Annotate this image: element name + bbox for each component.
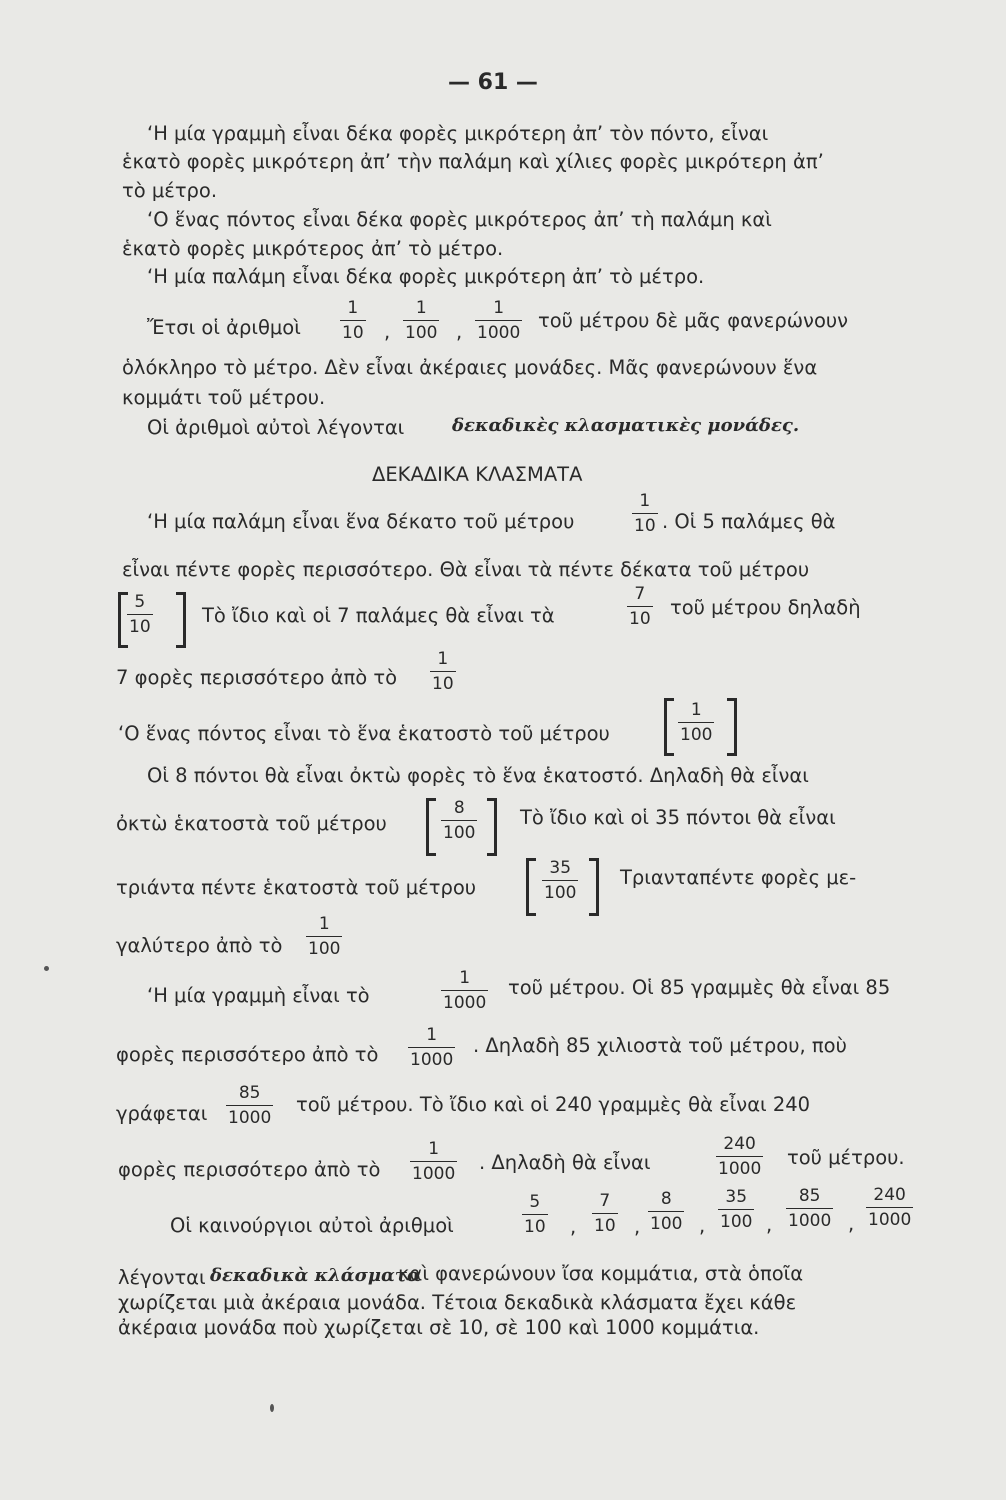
fraction: $\frac{7}{10}$ (629, 584, 651, 629)
text-line: ὁλόκληρο τὸ μέτρο. Δὲν εἶναι ἀκέραιες μονάδες. Μᾶς φανερώνουν ἕνα (122, 356, 818, 379)
text-line: ‘Η μία γραμμὴ εἶναι δέκα φορὲς μικρότερη ἀπ’ τὸν πόντο, εἶναι (147, 122, 769, 145)
text-line: ‘Η μία γραμμὴ εἶναι τὸ (147, 984, 370, 1007)
fraction: $\frac{1}{100}$ (405, 298, 438, 343)
text-line: ἑκατὸ φορὲς μικρότερη ἀπ’ τὴν παλάμη καὶ χίλιες φορὲς μικρότερη ἀπ’ (122, 150, 824, 173)
fraction: $\frac{1}{100}$ (308, 914, 341, 959)
text-line: καὶ φανερώνουν ἴσα κομμάτια, στὰ ὁποῖα (398, 1262, 804, 1285)
fraction: $\frac{8}{100}$ (443, 798, 476, 843)
text-line: Τὸ ἴδιο καὶ οἱ 7 παλάμες θὰ εἶναι τὰ (202, 604, 555, 627)
text-line: . Οἱ 5 παλάμες θὰ (662, 510, 836, 533)
text-line: γαλύτερο ἀπὸ τὸ (116, 934, 283, 957)
comma: , (570, 1215, 577, 1238)
text-line: ‘Ο ἕνας πόντος εἶναι δέκα φορὲς μικρότερος ἀπ’ τὴ παλάμη καὶ (147, 208, 772, 231)
right-bracket (176, 592, 186, 648)
comma: , (848, 1212, 855, 1235)
text-line: γράφεται (116, 1102, 208, 1125)
fraction: $\frac{1}{10}$ (634, 491, 656, 536)
fraction: $\frac{1}{1000}$ (477, 298, 521, 343)
text-line: εἶναι πέντε φορὲς περισσότερο. Θὰ εἶναι τὰ πέντε δέκατα τοῦ μέτρου (122, 558, 810, 581)
text-line: . Δηλαδὴ 85 χιλιοστὰ τοῦ μέτρου, ποὺ (473, 1034, 847, 1057)
text-line: Τὸ ἴδιο καὶ οἱ 35 πόντοι θὰ εἶναι (520, 806, 836, 829)
text-line: Οἱ 8 πόντοι θὰ εἶναι ὀκτὼ φορὲς τὸ ἕνα ἑκατοστό. Δηλαδὴ θὰ εἶναι (147, 764, 809, 787)
fraction: $\frac{1}{100}$ (680, 700, 713, 745)
fraction: $\frac{240}{1000}$ (718, 1134, 762, 1179)
paper-speck (270, 1404, 274, 1412)
fraction: $\frac{1}{1000}$ (412, 1139, 456, 1184)
left-bracket (426, 798, 436, 856)
text-line: χωρίζεται μιὰ ἀκέραια μονάδα. Τέτοια δεκαδικὰ κλάσματα ἔχει κάθε (118, 1291, 797, 1314)
left-bracket (526, 858, 536, 916)
text-line: ‘Η μία παλάμη εἶναι ἕνα δέκατο τοῦ μέτρου (147, 510, 575, 533)
text-line: φορὲς περισσότερο ἀπὸ τὸ (118, 1158, 381, 1181)
right-bracket (487, 798, 497, 856)
fraction: $\frac{1}{10}$ (432, 649, 454, 694)
fraction: $\frac{1}{1000}$ (443, 968, 487, 1013)
comma: , (699, 1214, 706, 1237)
text-line: . Δηλαδὴ θὰ εἶναι (479, 1151, 651, 1174)
left-bracket (664, 698, 674, 756)
emphasis-term: δεκαδικὲς κλασματικὲς μονάδες. (452, 415, 800, 436)
comma: , (456, 320, 463, 343)
comma: , (766, 1213, 773, 1236)
fraction: $\frac{85}{1000}$ (228, 1083, 272, 1128)
fraction: $\frac{5}{10}$ (129, 592, 151, 637)
fraction: $\frac{35}{100}$ (720, 1187, 753, 1232)
text-line: ‘Η μία παλάμη εἶναι δέκα φορὲς μικρότερη ἀπ’ τὸ μέτρο. (147, 265, 705, 288)
fraction: $\frac{8}{100}$ (650, 1189, 683, 1234)
text-line: τοῦ μέτρου δηλαδὴ (670, 596, 861, 619)
comma: , (384, 320, 391, 343)
text-line: Οἱ καινούργιοι αὐτοὶ ἀριθμοὶ (170, 1214, 454, 1237)
fraction: $\frac{35}{100}$ (544, 858, 577, 903)
text-line: λέγονται (118, 1266, 206, 1289)
text-line: τὸ μέτρο. (122, 179, 218, 202)
emphasis-term: δεκαδικὰ κλάσματα (210, 1265, 421, 1286)
text-line: Ἔτσι οἱ ἀριθμοὶ (147, 316, 301, 339)
comma: , (634, 1215, 641, 1238)
text-line: 7 φορὲς περισσότερο ἀπὸ τὸ (116, 666, 398, 689)
text-line: τοῦ μέτρου. (787, 1146, 905, 1169)
text-line: τριάντα πέντε ἑκατοστὰ τοῦ μέτρου (116, 876, 477, 899)
page-number: — 61 — (448, 70, 538, 95)
paper-speck (44, 966, 49, 971)
text-line: ἑκατὸ φορὲς μικρότερος ἀπ’ τὸ μέτρο. (122, 237, 504, 260)
text-line: φορὲς περισσότερο ἀπὸ τὸ (116, 1043, 379, 1066)
fraction: $\frac{7}{10}$ (594, 1191, 616, 1236)
text-line: ὀκτὼ ἑκατοστὰ τοῦ μέτρου (116, 812, 387, 835)
fraction: $\frac{1}{1000}$ (410, 1025, 454, 1070)
section-heading: ΔΕΚΑΔΙΚΑ ΚΛΑΣΜΑΤΑ (372, 463, 583, 486)
text-line: τοῦ μέτρου. Τὸ ἴδιο καὶ οἱ 240 γραμμὲς θὰ εἶναι 240 (296, 1093, 811, 1116)
text-line: ‘Ο ἕνας πόντος εἶναι τὸ ἕνα ἑκατοστὸ τοῦ μέτρου (118, 722, 610, 745)
text-line: τοῦ μέτρου δὲ μᾶς φανερώνουν (538, 309, 849, 332)
text-line: Τριανταπέντε φορὲς με- (620, 866, 857, 889)
text-line: ἀκέραια μονάδα ποὺ χωρίζεται σὲ 10, σὲ 100 καὶ 1000 κομμάτια. (118, 1316, 760, 1339)
text-line: Οἱ ἀριθμοὶ αὐτοὶ λέγονται (147, 416, 405, 439)
text-line: τοῦ μέτρου. Οἱ 85 γραμμὲς θὰ εἶναι 85 (508, 976, 891, 999)
fraction: $\frac{1}{10}$ (342, 298, 364, 343)
fraction: $\frac{85}{1000}$ (788, 1186, 832, 1231)
fraction: $\frac{240}{1000}$ (868, 1185, 912, 1230)
right-bracket (589, 858, 599, 916)
fraction: $\frac{5}{10}$ (524, 1192, 546, 1237)
text-line: κομμάτι τοῦ μέτρου. (122, 386, 326, 409)
right-bracket (727, 698, 737, 756)
